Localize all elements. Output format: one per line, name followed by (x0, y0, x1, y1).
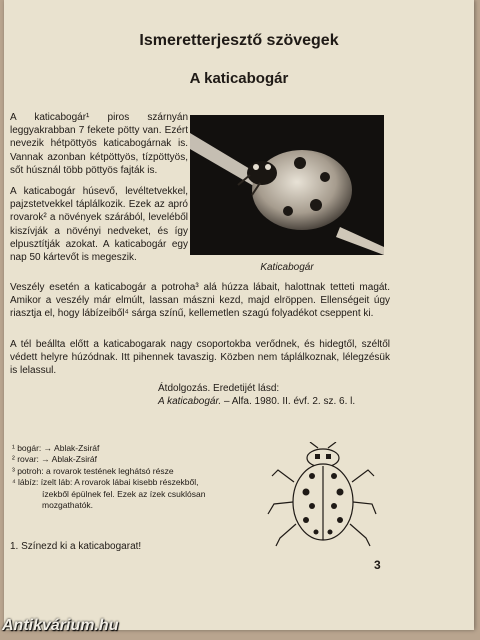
book-page (4, 0, 474, 630)
ladybug-drawing (266, 442, 378, 548)
intro-paragraph-2: A katicabogár húsevő, levéltetvekkel, pajzstetvekkel táplálkozik. Ezek az apró rovarok² a növények szárából, leveléből kiszívják a növényi nedveket, és így elpusztítják azokat. A katicabogár egy nap 50 kártevőt is megeszik. (10, 186, 188, 264)
source-rest: – Alfa. 1980. II. évf. 2. sz. 6. l. (223, 396, 356, 408)
watermark: Antikvárium.hu (2, 617, 119, 634)
intro-column (10, 111, 188, 264)
ladybug-photo (190, 115, 384, 255)
footnote-3: ³ potroh: a rovarok testének leghátsó része (12, 465, 174, 476)
exercise-instruction: 1. Színezd ki a katicabogarat! (10, 541, 142, 552)
footnotes (12, 443, 282, 511)
footnote-4-cont: ízekből épülnek fel. Ezek az ízek csuklósan (42, 488, 206, 499)
page-number: 3 (374, 558, 381, 572)
source-citation (158, 382, 355, 408)
footnote-1: ¹ bogár: → Ablak-Zsiráf (12, 443, 100, 453)
ladybug-photo-image (190, 115, 384, 255)
footnote-4-end: mozgathatók. (42, 500, 94, 511)
source-line-1: Átdolgozás. Eredetijét lásd: (158, 383, 280, 394)
source-line-2 (158, 395, 355, 408)
footnote-4: ⁴ lábíz: ízelt láb: A rovarok lábai kisebb részekből, (12, 477, 199, 488)
intro-paragraph-1: A katicabogár¹ piros szárnyán leggyakrabban 7 fekete pötty van. Ezért nevezik hétpöttyös katicabogárnak is. Vannak azonban kétpöttyös, tízpöttyös, sőt húsznál több pöttyös fajták is. (10, 112, 188, 176)
section-title: Ismeretterjesztő szövegek (139, 32, 339, 49)
body-paragraph-1: Veszély esetén a katicabogár a potroha³ alá húzza lábait, halottnak tetteti magát. Amikor a veszély már elmúlt, lassan mászni kezd, majd elröppen. Ellenségeit úgy riasztja el, hogy lábízeiből⁴ sárga színű, kellemetlen szagú folyadékot cseppent ki. (10, 282, 390, 320)
article-title: A katicabogár (189, 70, 289, 87)
photo-caption: Katicabogár (260, 262, 314, 273)
source-work: A katicabogár. (158, 396, 222, 408)
body-paragraph-2: A tél beállta előtt a katicabogarak nagy csoportokba verődnek, és hidegtől, széltől védett helyre húzódnak. Itt pihennek tavaszig. Közben nem táplálkoznak, lélegzésük is lelassul. (10, 339, 390, 377)
footnote-2: ² rovar: → Ablak-Zsiráf (12, 454, 98, 465)
